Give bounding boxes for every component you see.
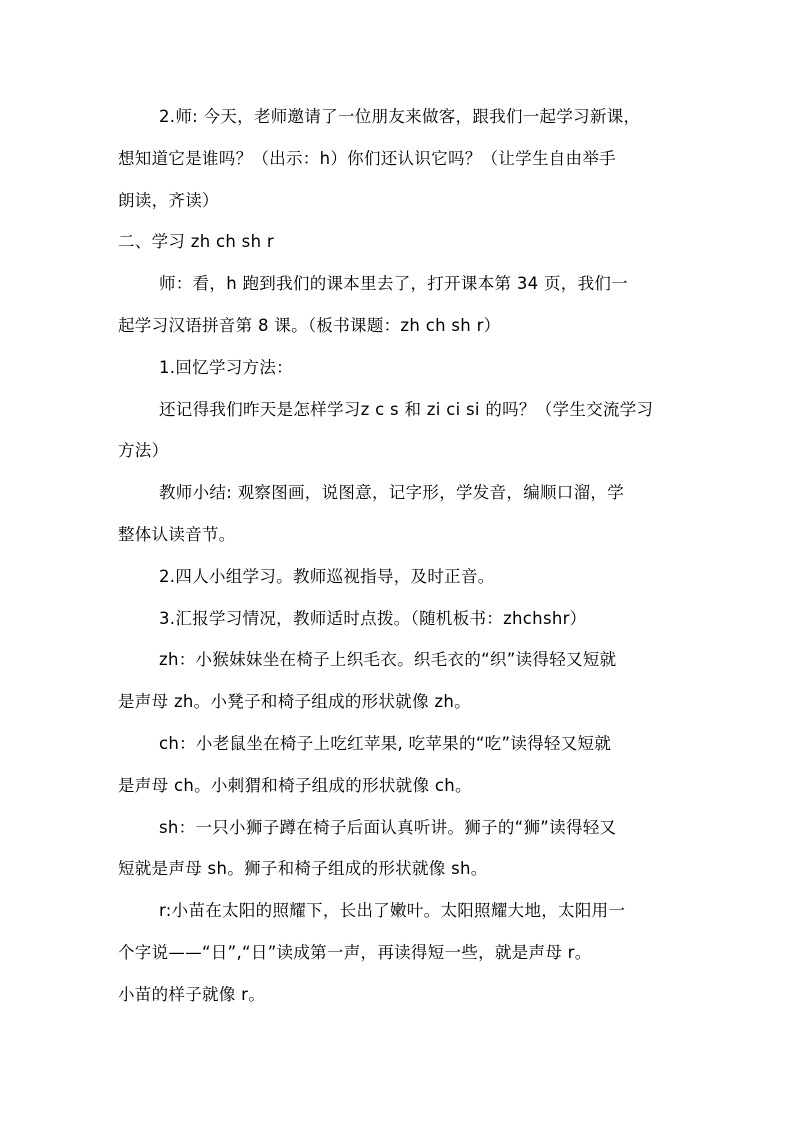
paragraph-zh-cont: 是声母 zh。小凳子和椅子组成的形状就像 zh。 — [118, 692, 471, 711]
paragraph-sh-cont: 短就是声母 sh。狮子和椅子组成的形状就像 sh。 — [118, 859, 488, 878]
paragraph-r: r:小苗在太阳的照耀下，长出了嫩叶。太阳照耀大地，太阳用一 — [159, 901, 626, 920]
section-heading-learn-zh-ch-sh-r: 二、学习 zh ch sh r — [118, 232, 274, 251]
paragraph-teacher-summary-cont: 整体认读音节。 — [118, 525, 236, 544]
paragraph-ch: ch：小老鼠坐在椅子上吃红苹果, 吃苹果的“吃”读得轻又短就 — [159, 734, 612, 753]
paragraph-ch-cont: 是声母 ch。小刺猬和椅子组成的形状就像 ch。 — [118, 776, 472, 795]
paragraph-r-cont-1: 个字说——“日”,“日”读成第一声，再读得短一些，就是声母 r。 — [118, 943, 592, 962]
paragraph-recall-question: 还记得我们昨天是怎样学习z c s 和 zi ci si 的吗？（学生交流学习 — [159, 400, 654, 419]
paragraph-open-textbook-cont: 起学习汉语拼音第 8 课。（板书课题：zh ch sh r） — [118, 316, 501, 335]
paragraph-teacher-summary: 教师小结: 观察图画，说图意，记字形，学发音，编顺口溜，学 — [159, 483, 625, 502]
paragraph-open-textbook: 师：看，h 跑到我们的课本里去了，打开课本第 34 页，我们一 — [159, 274, 628, 293]
step-report-study: 3.汇报学习情况，教师适时点拨。（随机板书：zhchshr） — [159, 609, 587, 628]
step-group-study: 2.四人小组学习。教师巡视指导，及时正音。 — [159, 567, 495, 586]
paragraph-teacher-intro: 2.师: 今天，老师邀请了一位朋友来做客，跟我们一起学习新课， — [159, 107, 641, 126]
paragraph-recall-question-cont: 方法） — [118, 441, 169, 460]
paragraph-r-cont-2: 小苗的样子就像 r。 — [118, 985, 266, 1004]
paragraph-zh: zh：小猴妹妹坐在椅子上织毛衣。织毛衣的“织”读得轻又短就 — [159, 650, 617, 669]
paragraph-teacher-intro-cont-2: 朗读，齐读） — [118, 191, 219, 210]
paragraph-teacher-intro-cont-1: 想知道它是谁吗？（出示：h）你们还认识它吗？（让学生自由举手 — [118, 149, 616, 168]
paragraph-sh: sh：一只小狮子蹲在椅子后面认真听讲。狮子的“狮”读得轻又 — [159, 818, 617, 837]
step-recall-method: 1.回忆学习方法： — [159, 358, 293, 377]
